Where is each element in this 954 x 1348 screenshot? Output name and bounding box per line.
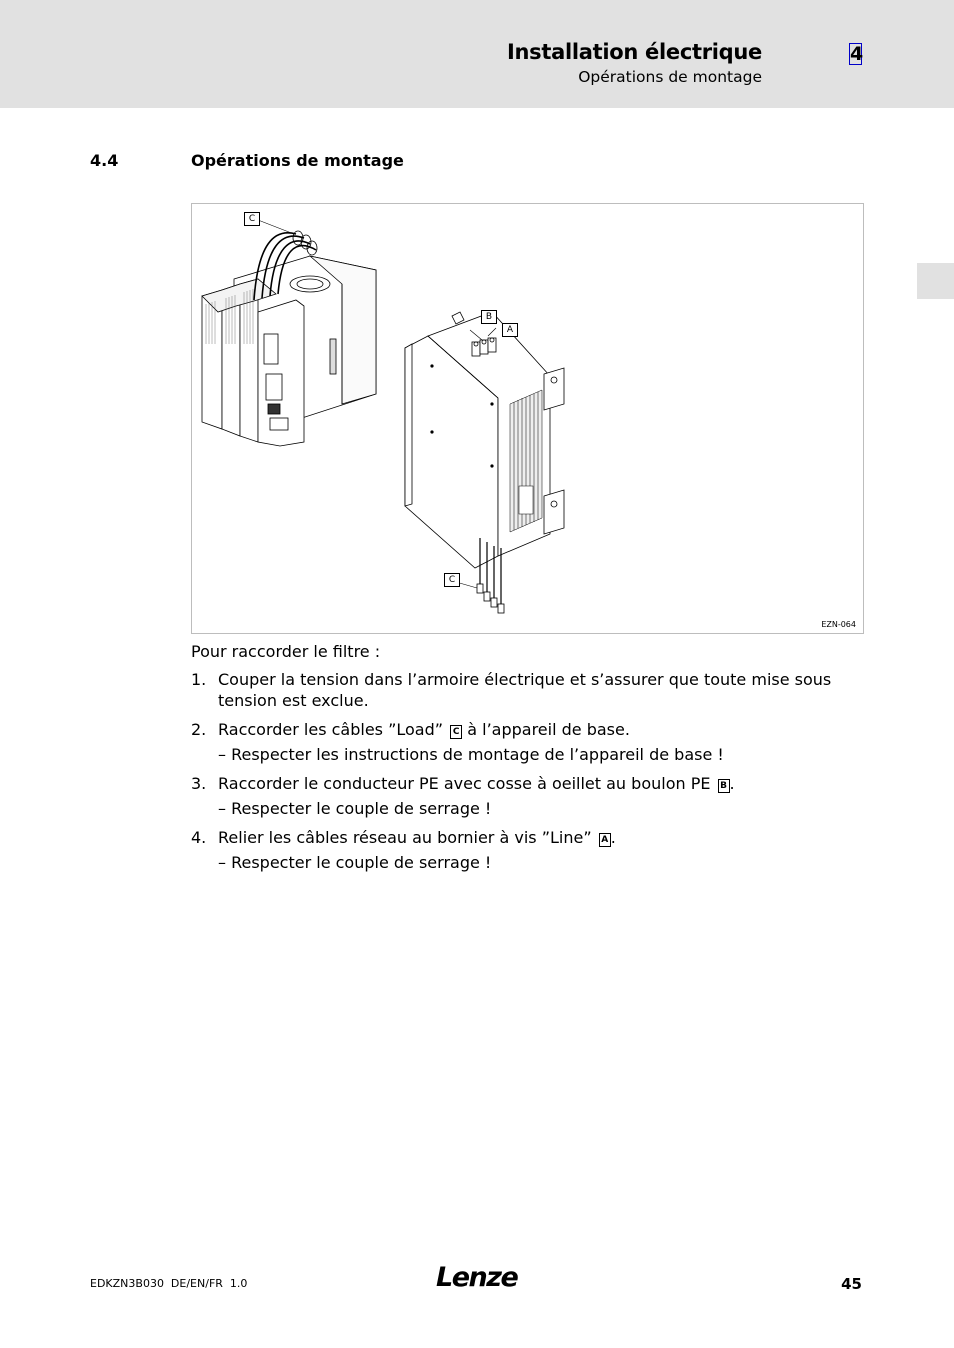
mounting-diagram bbox=[192, 204, 863, 633]
step-1 bbox=[191, 669, 863, 711]
step-text-before: Raccorder le conducteur PE avec cosse à oeillet au boulon PE bbox=[218, 774, 716, 793]
step-text-before: Raccorder les câbles ”Load” bbox=[218, 720, 449, 739]
callout-b: B bbox=[481, 310, 497, 324]
step-number: 2. bbox=[191, 720, 207, 739]
page-number: 45 bbox=[841, 1275, 862, 1293]
footer-doc-id: EDKZN3B030 DE/EN/FR 1.0 bbox=[90, 1277, 248, 1290]
chapter-title: Installation électrique bbox=[506, 40, 762, 64]
step-note: – Respecter le couple de serrage ! bbox=[218, 853, 492, 872]
figure-code: EZN-064 bbox=[821, 620, 856, 629]
section-title: Opérations de montage bbox=[191, 151, 404, 170]
callout-c-top: C bbox=[244, 212, 260, 226]
section-number: 4.4 bbox=[90, 151, 119, 170]
step-3 bbox=[191, 773, 863, 819]
chapter-subtitle: Opérations de montage bbox=[578, 68, 762, 86]
step-4 bbox=[191, 827, 863, 873]
callout-a: A bbox=[502, 323, 518, 337]
key-b: B bbox=[718, 779, 730, 793]
step-2 bbox=[191, 719, 863, 765]
step-note: – Respecter le couple de serrage ! bbox=[218, 799, 492, 818]
key-a: A bbox=[599, 833, 611, 847]
step-text-after: . bbox=[610, 828, 616, 847]
step-text-before: Relier les câbles réseau au bornier à vis ”Line” bbox=[218, 828, 597, 847]
chapter-number-badge: 4 bbox=[850, 43, 864, 65]
step-text: Couper la tension dans l’armoire électrique et s’assurer que toute mise sous tension est exclue. bbox=[218, 670, 832, 710]
step-text-after: à l’appareil de base. bbox=[462, 720, 630, 739]
chapter-side-tab bbox=[917, 263, 954, 299]
header-band bbox=[0, 0, 954, 108]
intro-text: Pour raccorder le filtre : bbox=[191, 642, 381, 661]
filter-drawing bbox=[405, 312, 564, 613]
step-number: 4. bbox=[191, 828, 207, 847]
base-device-drawing bbox=[202, 220, 376, 446]
mounting-figure bbox=[191, 203, 864, 634]
step-note: – Respecter les instructions de montage de l’appareil de base ! bbox=[218, 745, 724, 764]
key-c: C bbox=[450, 725, 462, 739]
step-text-after: . bbox=[729, 774, 735, 793]
callout-c-bottom: C bbox=[444, 573, 460, 587]
step-number: 1. bbox=[191, 670, 207, 689]
lenze-logo: Lenze bbox=[436, 1262, 518, 1293]
steps-list bbox=[191, 669, 863, 881]
step-number: 3. bbox=[191, 774, 207, 793]
